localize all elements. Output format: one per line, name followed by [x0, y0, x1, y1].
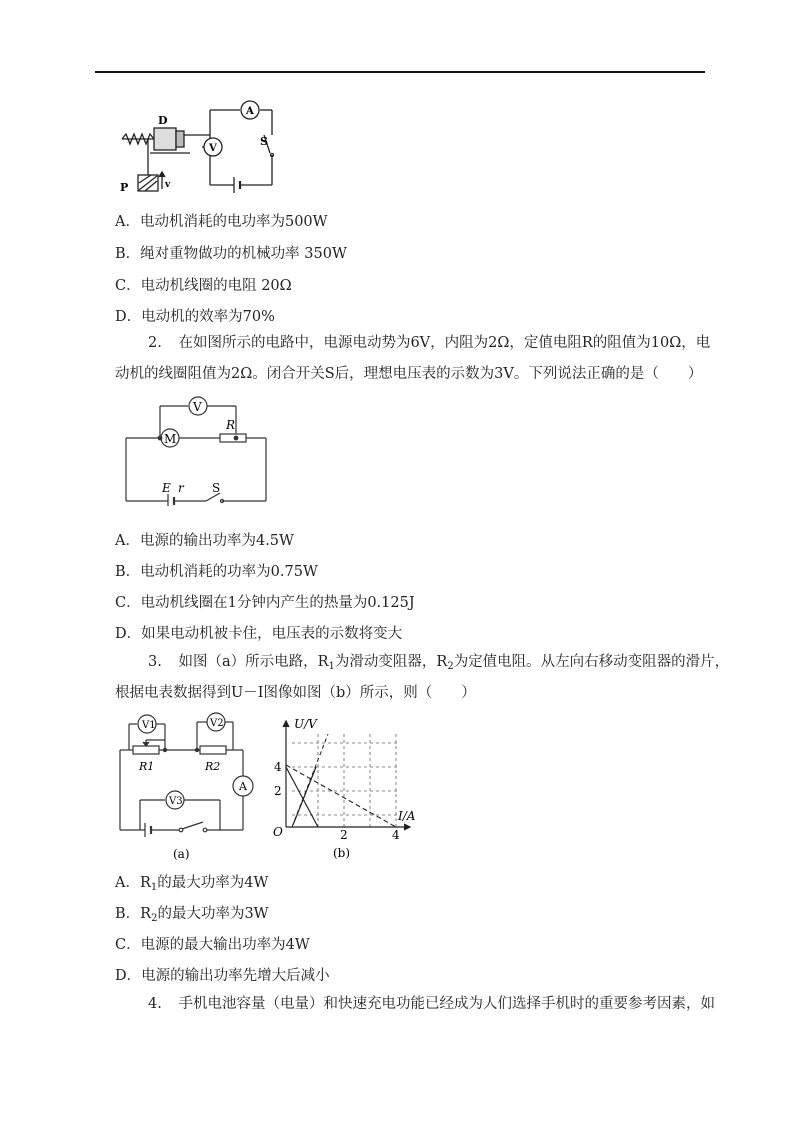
q4-number: 4.: [148, 996, 162, 1012]
q1-label-s: S: [260, 135, 268, 148]
q3-option-b-post: 的最大功率为3W: [157, 906, 269, 922]
q3-stem-sub2: 2: [447, 661, 454, 672]
q3-stem-mid: 为滑动变阻器，R: [334, 654, 448, 670]
q2-label-e: E: [162, 481, 171, 495]
q1-motor-circuit-figure: [112, 95, 282, 200]
q3-option-d: D．电源的输出功率先增大后减小: [115, 968, 330, 984]
q2-label-r-internal: r: [178, 481, 184, 495]
header-rule: [95, 71, 705, 73]
q1-option-c: C．电动机线圈的电阻 20Ω: [115, 278, 292, 294]
q2-stem-line2: 动机的线圈阻值为2Ω。闭合开关S后，理想电压表的示数为3V。下列说法正确的是（ ）: [115, 366, 703, 382]
q3-option-a-post: 的最大功率为4W: [157, 875, 269, 891]
q2-label-m: M: [164, 432, 177, 446]
q3-option-b-sub: 2: [151, 913, 158, 924]
q2-option-c: C．电动机线圈在1分钟内产生的热量为0.125J: [115, 595, 415, 611]
q1-label-v: V: [209, 143, 217, 154]
q3-graph-ytick-2: 2: [274, 784, 282, 798]
q3-caption-b: (b): [333, 846, 351, 860]
q4-stem-line1: [148, 994, 715, 1014]
q1-label-p: P: [120, 181, 129, 194]
q3-option-c: C．电源的最大输出功率为4W: [115, 937, 310, 953]
q3-label-v2: V2: [210, 718, 224, 729]
q3-graph-xlabel: I/A: [398, 809, 416, 823]
q3-option-b-pre: B．R: [115, 906, 152, 922]
q3-option-b: [115, 904, 269, 924]
q3-graph-ytick-4: 4: [274, 760, 282, 774]
q3-graph-xtick-2: 2: [340, 828, 348, 842]
q3-number: 3.: [148, 654, 162, 670]
q3-option-a-sub: 1: [150, 882, 158, 893]
q1-label-a: A: [246, 106, 254, 117]
q2-label-s: S: [212, 481, 221, 495]
q2-label-v: V: [193, 400, 202, 414]
q2-label-r-resistor: R: [226, 418, 236, 432]
q2-circuit-figure: [118, 396, 278, 506]
q1-option-a: A．电动机消耗的电功率为500W: [115, 214, 328, 230]
q3-option-a-pre: A．R: [115, 875, 151, 891]
q2-number: 2.: [148, 335, 162, 351]
q3-caption-a: (a): [173, 847, 190, 861]
q2-option-d: D．如果电动机被卡住，电压表的示数将变大: [115, 626, 403, 642]
q3-stem-pre: 如图（a）所示电路，R: [178, 654, 329, 670]
q3-graph-origin: O: [273, 825, 283, 839]
q3-stem-line1: [148, 652, 729, 672]
q3-graph-xtick-4: 4: [392, 828, 400, 842]
q2-option-a: A．电源的输出功率为4.5W: [115, 533, 294, 549]
q3-label-r1: R1: [139, 760, 155, 773]
q1-option-d: D．电动机的效率为70%: [115, 309, 275, 325]
q1-label-v-velocity: v: [165, 180, 171, 190]
q3-label-r2: R2: [205, 760, 221, 773]
q3-label-ammeter: A: [239, 780, 247, 793]
q3-circuit-figure-a: [115, 710, 265, 862]
q3-stem-sub1: 1: [328, 661, 335, 672]
q4-stem-text1: 手机电池容量（电量）和快速充电功能已经成为人们选择手机时的重要参考因素，如: [178, 996, 715, 1012]
q3-label-v3: V3: [169, 796, 183, 807]
q2-stem-text1: 在如图所示的电路中，电源电动势为6V，内阻为2Ω，定值电阻R的阻值为10Ω，电: [178, 335, 711, 351]
q2-option-b: B．电动机消耗的功率为0.75W: [115, 564, 318, 580]
q1-label-d: D: [158, 114, 168, 127]
q3-stem-line2: 根据电表数据得到U－I图像如图（b）所示，则（ ）: [115, 685, 476, 701]
q3-ui-graph-b: [270, 712, 430, 862]
q3-option-a: [115, 873, 268, 893]
q3-stem-post: 为定值电阻。从左向右移动变阻器的滑片，: [453, 654, 730, 670]
q2-stem-line1: [148, 333, 710, 353]
q3-label-v1: V1: [142, 720, 156, 731]
q3-graph-ylabel: U/V: [294, 717, 317, 731]
q1-option-b: B．绳对重物做功的机械功率 350W: [115, 246, 347, 262]
